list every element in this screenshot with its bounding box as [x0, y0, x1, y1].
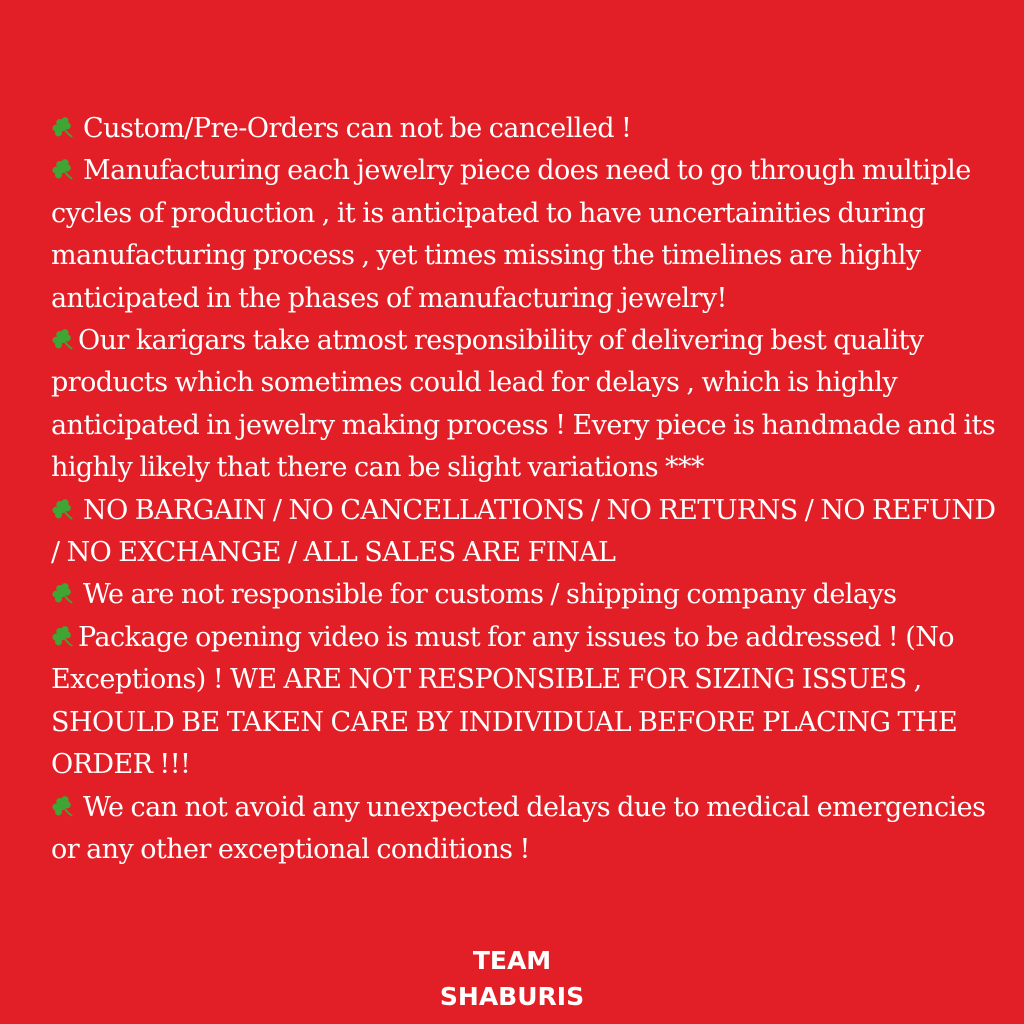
signoff-line-team: TEAM	[472, 946, 552, 975]
policy-item-shipping-delays	[51, 574, 996, 616]
shamrock-icon	[51, 115, 76, 140]
shamrock-icon	[51, 581, 76, 606]
policy-item-text: Our karigars take atmost responsibility of delivering best quality products which sometimes could lead for delays , which is highly anticipated in jewelry making process ! Every piece is handmade and its highly likely that there can be slight variations ***	[51, 325, 996, 484]
shamrock-icon	[51, 794, 76, 819]
policy-item-text: We are not responsible for customs / shipping company delays	[76, 579, 897, 611]
signoff-line-brand: SHABURIS	[439, 982, 585, 1011]
policy-item-package-video	[51, 617, 996, 787]
policy-item-unexpected-delays	[51, 787, 996, 872]
policy-item-text: Manufacturing each jewelry piece does need to go through multiple cycles of production , it is anticipated to have uncertainities during manufacturing process , yet times missing the timelines are highly anticipated in the phases of manufacturing jewelry!	[51, 155, 971, 314]
shamrock-icon	[51, 624, 76, 649]
policy-item-karigars	[51, 320, 996, 490]
policy-item-custom-orders	[51, 108, 996, 150]
policy-item-text: Package opening video is must for any issues to be addressed ! (No Exceptions) ! WE ARE NOT RESPONSIBLE FOR SIZING ISSUES , SHOULD BE TAKEN CARE BY INDIVIDUAL BEFORE PLACING THE ORDER !!!	[51, 621, 958, 781]
team-signoff	[0, 943, 1024, 1015]
policy-item-text: We can not avoid any unexpected delays due to medical emergencies or any other exceptional conditions !	[51, 791, 986, 865]
shamrock-icon	[51, 497, 76, 522]
shamrock-icon	[51, 327, 76, 352]
shamrock-icon	[51, 157, 76, 182]
policy-item-text: Custom/Pre-Orders can not be cancelled !	[76, 113, 632, 144]
policy-item-text: NO BARGAIN / NO CANCELLATIONS / NO RETURNS / NO REFUND / NO EXCHANGE / ALL SALES ARE FINAL	[51, 494, 996, 569]
policy-item-final-sales	[51, 490, 996, 575]
policy-list	[51, 108, 996, 871]
policy-item-manufacturing	[51, 150, 996, 320]
